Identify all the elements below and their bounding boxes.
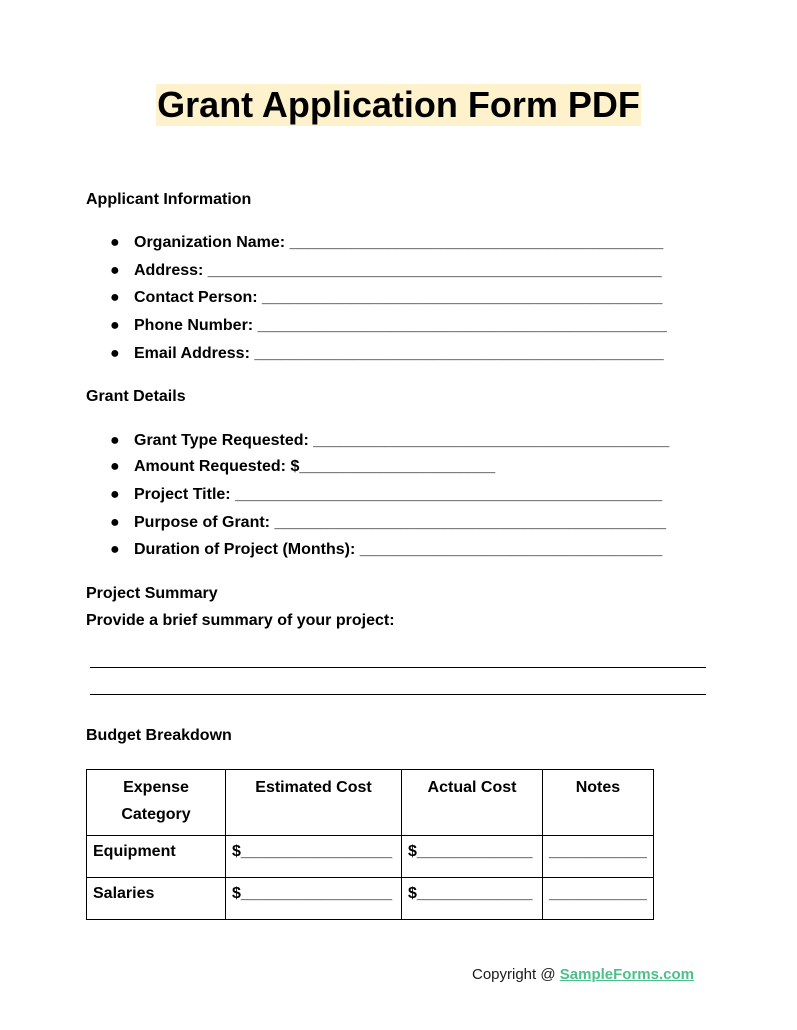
budget-table xyxy=(86,769,654,920)
table-row xyxy=(87,878,654,920)
project-summary-heading: Project Summary xyxy=(86,585,218,602)
grant-details-heading: Grant Details xyxy=(86,388,186,405)
project-summary-prompt: Provide a brief summary of your project: xyxy=(86,612,395,629)
title-wrapper xyxy=(0,84,797,126)
expense-category-cell: Salaries xyxy=(87,878,226,920)
actual-cost-cell[interactable]: $_____________ xyxy=(402,878,543,920)
header-actual-cost: Actual Cost xyxy=(402,770,543,836)
bullet-icon: ● xyxy=(110,289,120,306)
project-title-field[interactable]: Project Title: ________________________________________________ xyxy=(134,486,663,503)
phone-number-field[interactable]: Phone Number: ______________________________________________ xyxy=(134,317,667,334)
organization-name-field[interactable]: Organization Name: __________________________________________ xyxy=(134,234,664,251)
bullet-icon: ● xyxy=(110,541,120,558)
copyright-footer xyxy=(472,965,694,985)
notes-cell[interactable]: ___________ xyxy=(543,836,654,878)
bullet-icon: ● xyxy=(110,486,120,503)
copyright-text: Copyright @ xyxy=(472,966,560,983)
email-address-field[interactable]: Email Address: ______________________________________________ xyxy=(134,345,664,362)
notes-cell[interactable]: ___________ xyxy=(543,878,654,920)
expense-category-cell: Equipment xyxy=(87,836,226,878)
header-estimated-cost: Estimated Cost xyxy=(226,770,402,836)
amount-requested-field[interactable]: Amount Requested: $______________________ xyxy=(134,458,496,475)
estimated-cost-cell[interactable]: $_________________ xyxy=(226,878,402,920)
bullet-icon: ● xyxy=(110,317,120,334)
bullet-icon: ● xyxy=(110,234,120,251)
applicant-info-heading: Applicant Information xyxy=(86,191,252,208)
actual-cost-cell[interactable]: $_____________ xyxy=(402,836,543,878)
page-title: Grant Application Form PDF xyxy=(157,84,640,125)
bullet-icon: ● xyxy=(110,514,120,531)
header-notes: Notes xyxy=(543,770,654,836)
purpose-field[interactable]: Purpose of Grant: ____________________________________________ xyxy=(134,514,666,531)
summary-line-1[interactable] xyxy=(90,667,706,668)
bullet-icon: ● xyxy=(110,432,120,449)
duration-field[interactable]: Duration of Project (Months): __________________________________ xyxy=(134,541,663,558)
bullet-icon: ● xyxy=(110,262,120,279)
summary-line-2[interactable] xyxy=(90,694,706,695)
bullet-icon: ● xyxy=(110,458,120,475)
grant-type-field[interactable]: Grant Type Requested: ________________________________________ xyxy=(134,432,670,449)
brand-link[interactable]: SampleForms.com xyxy=(559,966,694,983)
estimated-cost-cell[interactable]: $_________________ xyxy=(226,836,402,878)
table-header-row xyxy=(87,770,654,836)
header-expense-category: Expense Category xyxy=(87,770,226,836)
address-field[interactable]: Address: ___________________________________________________ xyxy=(134,262,662,279)
budget-breakdown-heading: Budget Breakdown xyxy=(86,727,232,744)
bullet-icon: ● xyxy=(110,345,120,362)
contact-person-field[interactable]: Contact Person: _____________________________________________ xyxy=(134,289,663,306)
table-row xyxy=(87,836,654,878)
